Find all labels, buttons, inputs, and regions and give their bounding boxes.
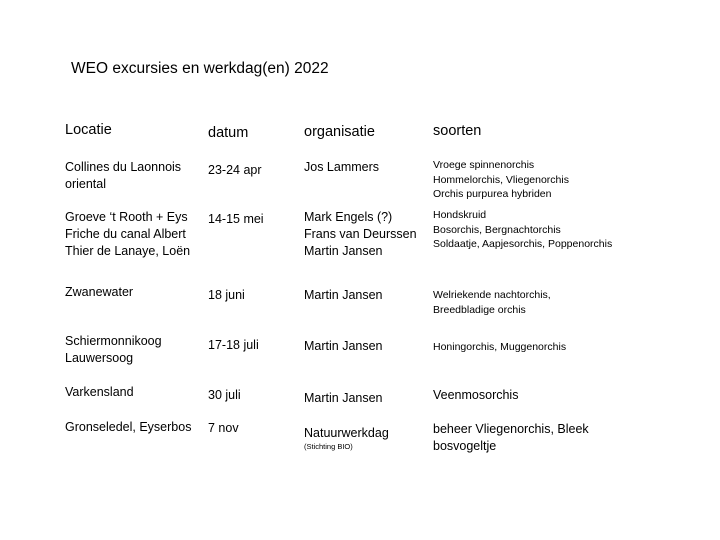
table-row-2-soorten <box>433 208 612 252</box>
soorten-line: Vroege spinnenorchis <box>433 159 535 171</box>
page-title: WEO excursies en werkdag(en) 2022 <box>71 60 329 77</box>
table-row-2-datum: 14-15 mei <box>208 212 264 226</box>
soorten-line: Orchis purpurea hybriden <box>433 188 552 200</box>
header-organisatie: organisatie <box>304 124 375 140</box>
table-row-1-locatie <box>65 159 181 193</box>
soorten-line: Hommelorchis, Vliegenorchis <box>433 173 569 186</box>
table-row-6-locatie <box>65 419 191 436</box>
locatie-line: Groeve ‘t Rooth + Eys <box>65 210 188 224</box>
table-row-3-locatie <box>65 284 133 301</box>
table-row-1-organisatie <box>304 159 379 176</box>
locatie-line: Collines du Laonnois <box>65 160 182 174</box>
locatie-line: oriental <box>65 177 106 191</box>
organisatie-line: Natuurwerkdag <box>304 426 389 440</box>
table-row-6-organisatie <box>304 425 389 452</box>
organisatie-line: Mark Engels (?) <box>304 210 393 224</box>
table-row-5-datum: 30 juli <box>208 388 241 402</box>
organisatie-note: (Stichting BIO) <box>304 442 353 451</box>
table-row-5-soorten <box>433 387 518 404</box>
soorten-line: Bosorchis, Bergnachtorchis <box>433 223 561 236</box>
locatie-line: Schiermonnikoog <box>65 334 162 348</box>
soorten-line: Honingorchis, Muggenorchis <box>433 341 567 353</box>
organisatie-line: Martin Jansen <box>304 288 383 302</box>
soorten-line: Welriekende nachtorchis, <box>433 289 551 301</box>
table-row-2-locatie <box>65 209 190 260</box>
table-row-6-soorten <box>433 421 589 455</box>
table-row-3-soorten <box>433 288 551 317</box>
header-soorten: soorten <box>433 123 482 139</box>
soorten-line: beheer Vliegenorchis, Bleek <box>433 422 589 436</box>
table-row-4-soorten <box>433 340 566 355</box>
table-row-3-datum: 18 juni <box>208 288 245 302</box>
locatie-line: Thier de Lanaye, Loën <box>65 244 191 258</box>
table-row-1-datum: 23-24 apr <box>208 163 262 177</box>
locatie-line: Friche du canal Albert <box>65 227 186 241</box>
locatie-line: Lauwersoog <box>65 351 134 365</box>
organisatie-line: Martin Jansen <box>304 244 383 258</box>
table-row-4-locatie <box>65 333 162 367</box>
locatie-line: Varkensland <box>65 385 134 399</box>
table-row-4-datum: 17-18 juli <box>208 338 259 352</box>
table-row-5-organisatie <box>304 390 383 407</box>
table-row-4-organisatie <box>304 338 383 355</box>
organisatie-line: Martin Jansen <box>304 391 383 405</box>
soorten-line: Veenmosorchis <box>433 388 519 402</box>
soorten-line: Soldaatje, Aapjesorchis, Poppenorchis <box>433 238 613 250</box>
table-row-2-organisatie <box>304 209 417 260</box>
soorten-line: bosvogeltje <box>433 439 497 453</box>
table-row-6-datum: 7 nov <box>208 421 239 435</box>
organisatie-line: Frans van Deurssen <box>304 227 417 241</box>
header-locatie: Locatie <box>65 122 112 138</box>
locatie-line: Zwanewater <box>65 285 134 299</box>
table-row-5-locatie <box>65 384 134 401</box>
soorten-line: Hondskruid <box>433 209 487 221</box>
table-row-3-organisatie <box>304 287 383 304</box>
locatie-line: Gronseledel, Eyserbos <box>65 420 192 434</box>
organisatie-line: Martin Jansen <box>304 339 383 353</box>
table-row-1-soorten <box>433 158 569 202</box>
organisatie-line: Jos Lammers <box>304 160 380 174</box>
header-datum: datum <box>208 125 249 141</box>
soorten-line: Breedbladige orchis <box>433 303 526 316</box>
